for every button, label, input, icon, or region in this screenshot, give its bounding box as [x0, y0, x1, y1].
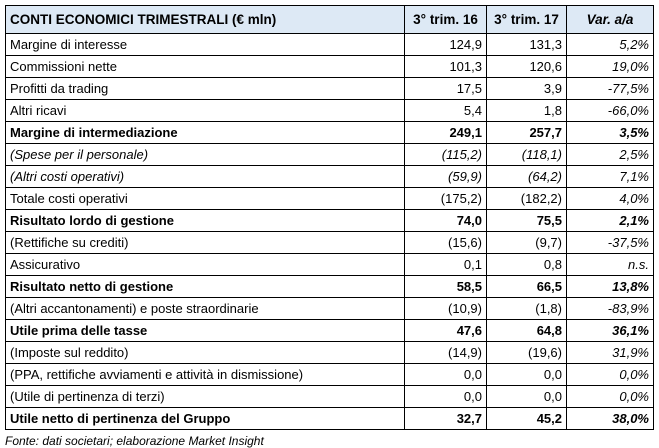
row-label: Risultato netto di gestione: [6, 276, 405, 298]
row-label: (Rettifiche su crediti): [6, 232, 405, 254]
value-q3-2016: (15,6): [405, 232, 487, 254]
table-row: [6, 342, 654, 364]
value-q3-2017: (118,1): [487, 144, 567, 166]
row-label: Utile netto di pertinenza del Gruppo: [6, 408, 405, 430]
value-yoy-change: 13,8%: [567, 276, 654, 298]
value-yoy-change: 7,1%: [567, 166, 654, 188]
value-yoy-change: -66,0%: [567, 100, 654, 122]
row-label: Margine di intermediazione: [6, 122, 405, 144]
value-q3-2017: 1,8: [487, 100, 567, 122]
row-label: (Utile di pertinenza di terzi): [6, 386, 405, 408]
value-q3-2017: (9,7): [487, 232, 567, 254]
value-q3-2017: 64,8: [487, 320, 567, 342]
row-label: Profitti da trading: [6, 78, 405, 100]
header-q3-2016: 3° trim. 16: [405, 6, 487, 34]
row-label: Margine di interesse: [6, 34, 405, 56]
table-row: [6, 100, 654, 122]
value-q3-2017: 3,9: [487, 78, 567, 100]
value-q3-2017: (64,2): [487, 166, 567, 188]
table-row: [6, 144, 654, 166]
row-label: (Altri costi operativi): [6, 166, 405, 188]
value-yoy-change: n.s.: [567, 254, 654, 276]
header-yoy-change: Var. a/a: [567, 6, 654, 34]
table-row: [6, 56, 654, 78]
value-q3-2016: 249,1: [405, 122, 487, 144]
source-footnote: Fonte: dati societari; elaborazione Market Insight: [5, 434, 264, 448]
value-q3-2016: 0,0: [405, 386, 487, 408]
value-q3-2016: 58,5: [405, 276, 487, 298]
table-row: [6, 78, 654, 100]
header-label-column: CONTI ECONOMICI TRIMESTRALI (€ mln): [6, 6, 405, 34]
value-q3-2017: 131,3: [487, 34, 567, 56]
value-yoy-change: 2,5%: [567, 144, 654, 166]
value-q3-2017: 0,0: [487, 386, 567, 408]
value-yoy-change: 0,0%: [567, 386, 654, 408]
value-q3-2017: 257,7: [487, 122, 567, 144]
table-row: [6, 254, 654, 276]
row-label: Altri ricavi: [6, 100, 405, 122]
value-yoy-change: 31,9%: [567, 342, 654, 364]
table-row: [6, 298, 654, 320]
value-yoy-change: -77,5%: [567, 78, 654, 100]
row-label: (Altri accantonamenti) e poste straordinarie: [6, 298, 405, 320]
row-label: Assicurativo: [6, 254, 405, 276]
value-q3-2016: (59,9): [405, 166, 487, 188]
value-q3-2016: 124,9: [405, 34, 487, 56]
table-row: [6, 408, 654, 430]
value-q3-2017: (182,2): [487, 188, 567, 210]
value-yoy-change: -83,9%: [567, 298, 654, 320]
value-yoy-change: 4,0%: [567, 188, 654, 210]
value-q3-2016: 47,6: [405, 320, 487, 342]
table-row: [6, 386, 654, 408]
value-q3-2016: 17,5: [405, 78, 487, 100]
row-label: (Imposte sul reddito): [6, 342, 405, 364]
table-row: [6, 122, 654, 144]
value-q3-2016: 32,7: [405, 408, 487, 430]
header-q3-2017: 3° trim. 17: [487, 6, 567, 34]
value-q3-2016: (10,9): [405, 298, 487, 320]
report-container: [5, 5, 653, 448]
table-row: [6, 34, 654, 56]
row-label: (PPA, rettifiche avviamenti e attività in dismissione): [6, 364, 405, 386]
table-row: [6, 320, 654, 342]
value-q3-2017: 0,8: [487, 254, 567, 276]
value-yoy-change: -37,5%: [567, 232, 654, 254]
value-yoy-change: 3,5%: [567, 122, 654, 144]
value-yoy-change: 5,2%: [567, 34, 654, 56]
row-label: Commissioni nette: [6, 56, 405, 78]
value-yoy-change: 2,1%: [567, 210, 654, 232]
table-row: [6, 210, 654, 232]
table-body: [6, 34, 654, 430]
value-q3-2016: (115,2): [405, 144, 487, 166]
value-q3-2017: (19,6): [487, 342, 567, 364]
value-yoy-change: 36,1%: [567, 320, 654, 342]
table-header-row: [6, 6, 654, 34]
row-label: (Spese per il personale): [6, 144, 405, 166]
value-q3-2016: (175,2): [405, 188, 487, 210]
income-statement-table: [5, 5, 654, 430]
value-yoy-change: 38,0%: [567, 408, 654, 430]
value-q3-2017: 45,2: [487, 408, 567, 430]
value-yoy-change: 19,0%: [567, 56, 654, 78]
value-q3-2017: 120,6: [487, 56, 567, 78]
table-row: [6, 188, 654, 210]
value-q3-2016: (14,9): [405, 342, 487, 364]
table-row: [6, 276, 654, 298]
table-row: [6, 232, 654, 254]
value-q3-2017: 0,0: [487, 364, 567, 386]
row-label: Risultato lordo di gestione: [6, 210, 405, 232]
table-row: [6, 166, 654, 188]
value-q3-2017: 66,5: [487, 276, 567, 298]
value-q3-2016: 0,0: [405, 364, 487, 386]
value-yoy-change: 0,0%: [567, 364, 654, 386]
value-q3-2017: (1,8): [487, 298, 567, 320]
table-row: [6, 364, 654, 386]
row-label: Totale costi operativi: [6, 188, 405, 210]
row-label: Utile prima delle tasse: [6, 320, 405, 342]
value-q3-2017: 75,5: [487, 210, 567, 232]
value-q3-2016: 74,0: [405, 210, 487, 232]
value-q3-2016: 101,3: [405, 56, 487, 78]
value-q3-2016: 0,1: [405, 254, 487, 276]
value-q3-2016: 5,4: [405, 100, 487, 122]
